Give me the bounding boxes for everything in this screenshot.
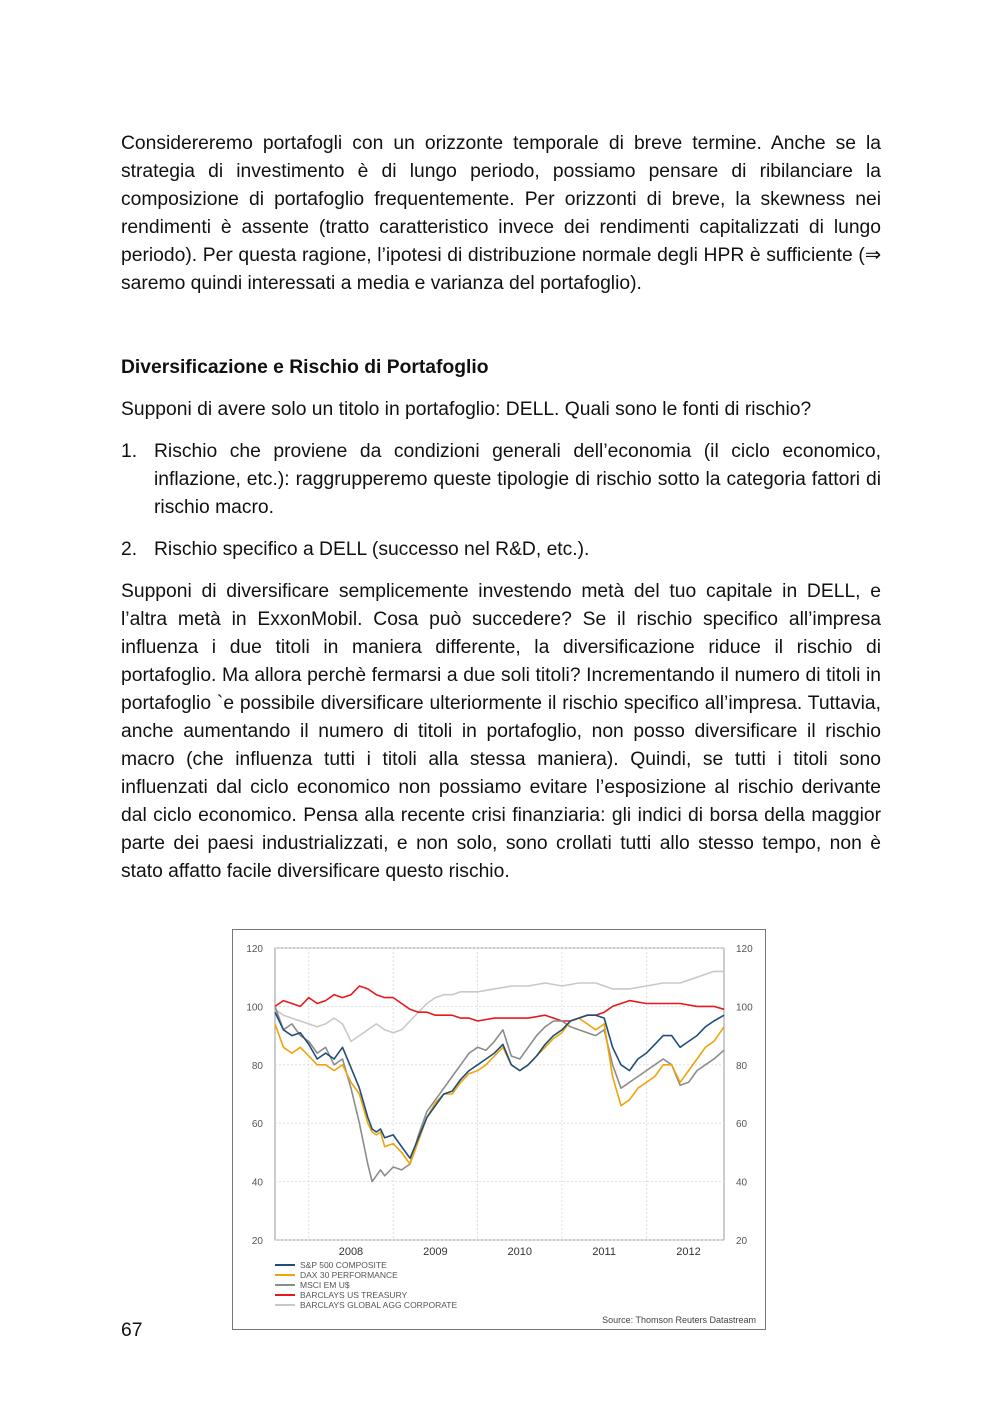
list-item	[121, 438, 881, 522]
y-tick-label-right: 20	[736, 1236, 748, 1247]
y-tick-label-right: 100	[736, 1002, 753, 1014]
paragraph-diversification: Supponi di diversificare semplicemente investendo metà del tuo capitale in DELL, e l’altra metà in ExxonMobil. Cosa può succedere? Se il rischio specifico all’impresa influenza i due titoli in maniera differente, la diversificazione riduce il rischio di portafoglio. Ma allora perchè fermarsi a due soli titoli? Incrementando il numero di titoli in portafoglio `e possibile diversificare ulteriormente il rischio specifico all’impresa. Tuttavia, anche aumentando il numero di titoli in portafoglio, non posso diversificare il rischio macro (che influenza tutti i titoli alla stessa maniera). Quindi, se tutti i titoli sono influenzati dal ciclo economico non possiamo evitare l’esposizione al rischio derivante dal ciclo economico. Pensa alla recente crisi finanziaria: gli indici di borsa della maggior parte dei paesi industrializzati, e non solo, sono crollati tutti allo stesso tempo, non è stato affatto facile diversificare questo rischio.	[121, 581, 881, 882]
chart-figure	[232, 929, 766, 1330]
paragraph-intro: Considereremo portafogli con un orizzonte temporale di breve termine. Anche se la strategia di investimento è di lungo periodo, possiamo pensare di ribilanciare la composizione di portafoglio frequentemente. Per orizzonti di breve, la skewness nei rendimenti è assente (tratto caratteristico invece dei rendimenti capitalizzati di lungo periodo). Per questa ragione, l’ipotesi di distribuzione normale degli HPR è sufficiente (⇒ saremo quindi interessati a media e varianza del portafoglio).	[121, 133, 881, 294]
list-text: Rischio che proviene da condizioni generali dell’economia (il ciclo economico, inflazione, etc.): raggrupperemo queste tipologie di rischio sotto la categoria fattori di rischio macro.	[154, 441, 881, 518]
y-tick-label-left: 20	[251, 1236, 263, 1247]
y-tick-label-right: 40	[736, 1177, 748, 1189]
y-tick-label-left: 60	[251, 1119, 263, 1131]
y-tick-label-right: 80	[736, 1060, 748, 1072]
legend-label: DAX 30 PERFORMANCE	[300, 1270, 398, 1280]
x-tick-label: 2009	[423, 1246, 448, 1258]
list-text: Rischio specifico a DELL (successo nel R&D, etc.).	[154, 539, 590, 560]
series-line	[275, 986, 724, 1021]
legend-label: BARCLAYS GLOBAL AGG CORPORATE	[300, 1300, 458, 1310]
x-tick-label: 2008	[338, 1246, 364, 1258]
y-tick-label-left: 80	[251, 1060, 263, 1072]
legend-label: BARCLAYS US TREASURY	[300, 1290, 408, 1300]
y-tick-label-right: 120	[736, 944, 753, 955]
x-tick-label: 2010	[507, 1246, 532, 1258]
plot-area	[275, 948, 724, 1240]
page-body	[121, 130, 881, 886]
series-line	[275, 1018, 724, 1164]
series-line	[275, 1006, 724, 1181]
x-tick-label: 2011	[592, 1246, 616, 1258]
section-heading: Diversificazione e Rischio di Portafoglio	[121, 357, 489, 378]
y-tick-label-right: 60	[736, 1119, 748, 1131]
page-number: 67	[121, 1320, 143, 1341]
list-number: 2.	[121, 539, 138, 560]
y-tick-label-left: 100	[246, 1002, 263, 1014]
x-tick-label: 2012	[676, 1246, 701, 1258]
line-chart	[233, 930, 764, 1328]
list-number: 1.	[121, 441, 138, 462]
y-tick-label-left: 40	[251, 1177, 263, 1189]
legend-label: MSCI EM U$	[300, 1280, 350, 1290]
paragraph-question: Supponi di avere solo un titolo in portafoglio: DELL. Quali sono le fonti di rischio?	[121, 399, 812, 420]
legend-label: S&P 500 COMPOSITE	[300, 1260, 387, 1270]
chart-source: Source: Thomson Reuters Datastream	[602, 1315, 756, 1325]
risk-list	[121, 438, 881, 564]
list-item	[121, 536, 881, 564]
y-tick-label-left: 120	[246, 944, 263, 955]
